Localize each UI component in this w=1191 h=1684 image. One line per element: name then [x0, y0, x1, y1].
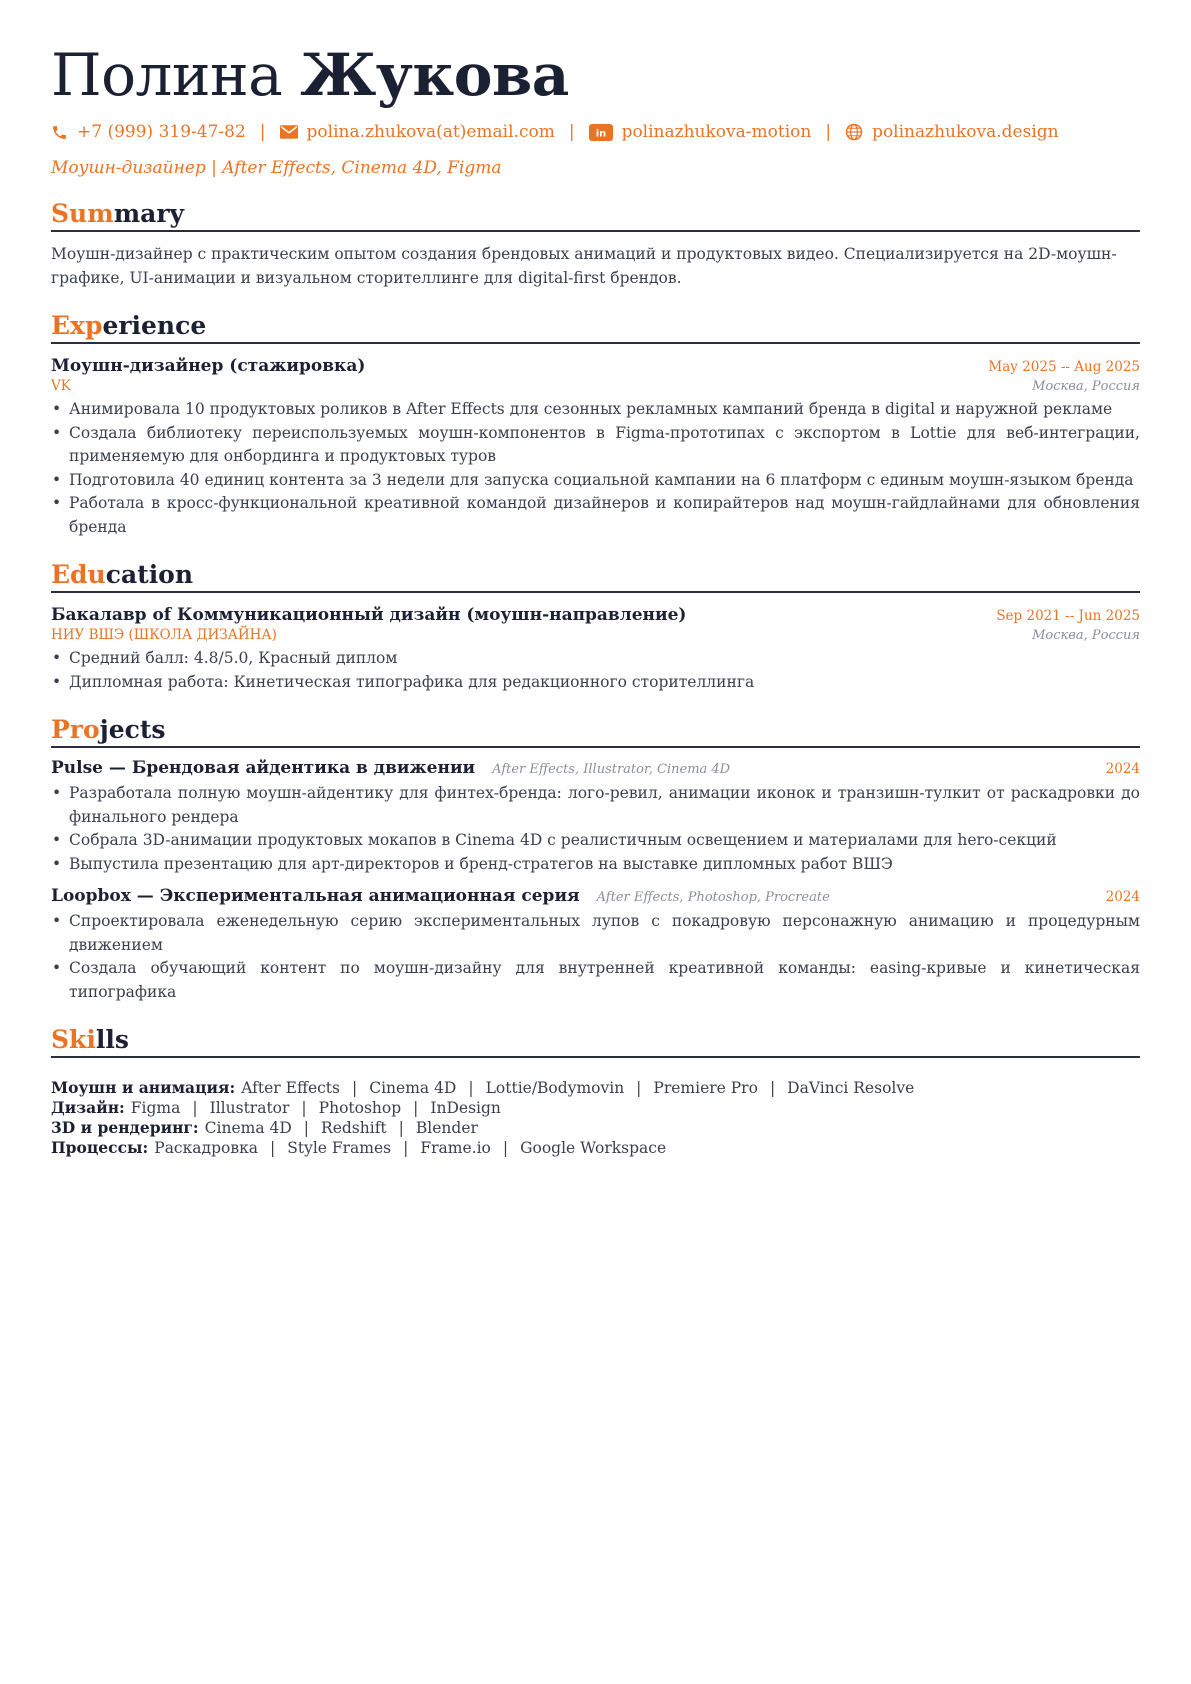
- skill-item: Cinema 4D: [369, 1079, 457, 1097]
- skills-section: [51, 1024, 1140, 1158]
- skill-row: [51, 1098, 1140, 1118]
- skill-separator: |: [502, 1139, 509, 1157]
- candidate-name: [51, 40, 1140, 110]
- skill-item: Premiere Pro: [653, 1079, 758, 1097]
- skill-item: DaVinci Resolve: [787, 1079, 915, 1097]
- skill-separator: |: [398, 1119, 404, 1137]
- list-item: • Анимировала 10 продуктовых роликов в After Effects для сезонных рекламных кампаний бренда в digital и наружной рекламе: [51, 398, 1140, 422]
- skill-item: Cinema 4D: [204, 1119, 292, 1137]
- skill-separator: |: [301, 1099, 307, 1117]
- contact-separator: |: [825, 122, 832, 142]
- list-item: • Спроектировала еженедельную серию экспериментальных лупов с покадровую персонажную анимацию и процедурным движением: [51, 910, 1140, 957]
- project-entry: [51, 886, 1140, 906]
- project-year: 2024: [1105, 761, 1140, 777]
- school-location: Москва, Россия: [1032, 628, 1140, 643]
- projects-section: [51, 714, 1140, 1004]
- job-location: Москва, Россия: [1032, 379, 1140, 394]
- skill-row: [51, 1118, 1140, 1138]
- section-title-education: Education: [51, 559, 1140, 593]
- skill-item: After Effects: [241, 1079, 340, 1097]
- skill-item: Redshift: [321, 1119, 387, 1137]
- skill-item: Blender: [415, 1119, 478, 1137]
- skill-item: Lottie/Bodymovin: [485, 1079, 625, 1097]
- education-bullets: [51, 647, 1140, 694]
- globe-icon: [845, 123, 863, 141]
- project-title: Loopbox — Экспериментальная анимационная серия: [51, 886, 580, 906]
- summary-text: Моушн-дизайнер с практическим опытом создания брендовых анимаций и продуктовых видео. Специализируется на 2D-моушн-графике, UI-анимации и визуальном сторителлинге для digital-first брендов.: [51, 245, 1117, 287]
- skill-item: Раскадровка: [154, 1139, 258, 1157]
- job-bullets: [51, 398, 1140, 539]
- linkedin-text: polinazhukova-motion: [621, 122, 812, 142]
- list-item: • Работала в кросс-функциональной креативной командой дизайнеров и копирайтеров над моушн-гайдлайнами для обновления бренда: [51, 492, 1140, 539]
- education-entry: [51, 605, 1140, 694]
- skill-separator: |: [413, 1099, 419, 1117]
- email-text: polina.zhukova(at)email.com: [306, 122, 555, 142]
- skill-separator: |: [468, 1079, 474, 1097]
- contact-separator: |: [259, 122, 266, 142]
- project-entry: [51, 758, 1140, 778]
- list-item: • Средний балл: 4.8/5.0, Красный диплом: [51, 647, 1140, 671]
- skill-separator: |: [270, 1139, 276, 1157]
- project-tools: After Effects, Illustrator, Cinema 4D: [492, 762, 731, 777]
- skill-group-label: Моушн и анимация:: [51, 1078, 236, 1097]
- skill-item: Frame.io: [420, 1139, 491, 1157]
- list-item: • Подготовила 40 единиц контента за 3 недели для запуска социальной кампании на 6 платформ с единым моушн-языком бренда: [51, 469, 1140, 493]
- first-name: Полина: [51, 41, 283, 109]
- contact-email[interactable]: [280, 122, 555, 142]
- contact-linkedin[interactable]: [589, 122, 812, 142]
- website-text: polinazhukova.design: [872, 122, 1059, 142]
- skills-list: [51, 1078, 1140, 1158]
- job-title: Моушн-дизайнер (стажировка): [51, 356, 366, 376]
- section-title-experience: Experience: [51, 310, 1140, 344]
- project-bullets: [51, 910, 1140, 1004]
- phone-text: +7 (999) 319-47-82: [77, 122, 246, 142]
- tagline: Моушн-дизайнер | After Effects, Cinema 4D, Figma: [51, 158, 502, 178]
- skill-separator: |: [303, 1119, 310, 1137]
- skill-item: Figma: [130, 1099, 181, 1117]
- linkedin-icon: [589, 124, 613, 141]
- section-title-projects: Projects: [51, 714, 1140, 748]
- list-item: • Собрала 3D-анимации продуктовых мокапов в Cinema 4D с реалистичным освещением и материалами для hero-секций: [51, 829, 1140, 853]
- skill-separator: |: [636, 1079, 642, 1097]
- skill-item: Illustrator: [209, 1099, 290, 1117]
- list-item: • Разработала полную моушн-айдентику для финтех-бренда: лого-ревил, анимации иконок и транзишн-тулкит от раскадровки до финального рендера: [51, 782, 1140, 829]
- contact-separator: |: [568, 122, 575, 142]
- project-bullets: [51, 782, 1140, 876]
- project-tools: After Effects, Photoshop, Procreate: [596, 890, 830, 905]
- skill-separator: |: [769, 1079, 776, 1097]
- skill-separator: |: [403, 1139, 409, 1157]
- skill-group-label: 3D и рендеринг:: [51, 1118, 199, 1137]
- skill-group-label: Дизайн:: [51, 1098, 125, 1117]
- experience-entry: [51, 356, 1140, 539]
- list-item: • Дипломная работа: Кинетическая типографика для редакционного сторителлинга: [51, 671, 1140, 695]
- summary-section: [51, 198, 1140, 290]
- phone-icon: [51, 124, 68, 141]
- contact-website[interactable]: [845, 122, 1059, 142]
- project-title: Pulse — Брендовая айдентика в движении: [51, 758, 476, 778]
- skill-item: Google Workspace: [520, 1139, 667, 1157]
- skill-separator: |: [352, 1079, 358, 1097]
- skill-row: [51, 1078, 1140, 1098]
- company-name: VK: [51, 378, 71, 394]
- list-item: • Создала библиотеку переиспользуемых моушн-компонентов в Figma-прототипах с экспортом в Lottie для веб-интеграции, применяемую для онбординга и продуктовых туров: [51, 422, 1140, 469]
- education-dates: Sep 2021 -- Jun 2025: [996, 608, 1140, 624]
- skill-item: InDesign: [430, 1099, 501, 1117]
- education-section: [51, 559, 1140, 694]
- skill-separator: |: [192, 1099, 198, 1117]
- list-item: • Выпустила презентацию для арт-директоров и бренд-стратегов на выставке дипломных работ ВШЭ: [51, 853, 1140, 877]
- degree-title: Бакалавр of Коммуникационный дизайн (моушн-направление): [51, 605, 687, 625]
- section-title-skills: Skills: [51, 1024, 1140, 1058]
- project-year: 2024: [1105, 889, 1140, 905]
- contact-bar: [51, 122, 1140, 142]
- list-item: • Создала обучающий контент по моушн-дизайну для внутренней креативной команды: easing-кривые и кинетическая типографика: [51, 957, 1140, 1004]
- skill-item: Photoshop: [318, 1099, 402, 1117]
- job-dates: May 2025 -- Aug 2025: [988, 359, 1140, 375]
- skill-row: [51, 1138, 1140, 1158]
- experience-section: [51, 310, 1140, 539]
- section-title-summary: Summary: [51, 198, 1140, 232]
- contact-phone[interactable]: [51, 122, 246, 142]
- mail-icon: [280, 125, 298, 139]
- last-name: Жукова: [300, 41, 569, 109]
- skill-group-label: Процессы:: [51, 1138, 149, 1157]
- svg-text:in: in: [595, 128, 606, 139]
- skill-item: Style Frames: [287, 1139, 392, 1157]
- school-name: НИУ ВШЭ (ШКОЛА ДИЗАЙНА): [51, 627, 277, 643]
